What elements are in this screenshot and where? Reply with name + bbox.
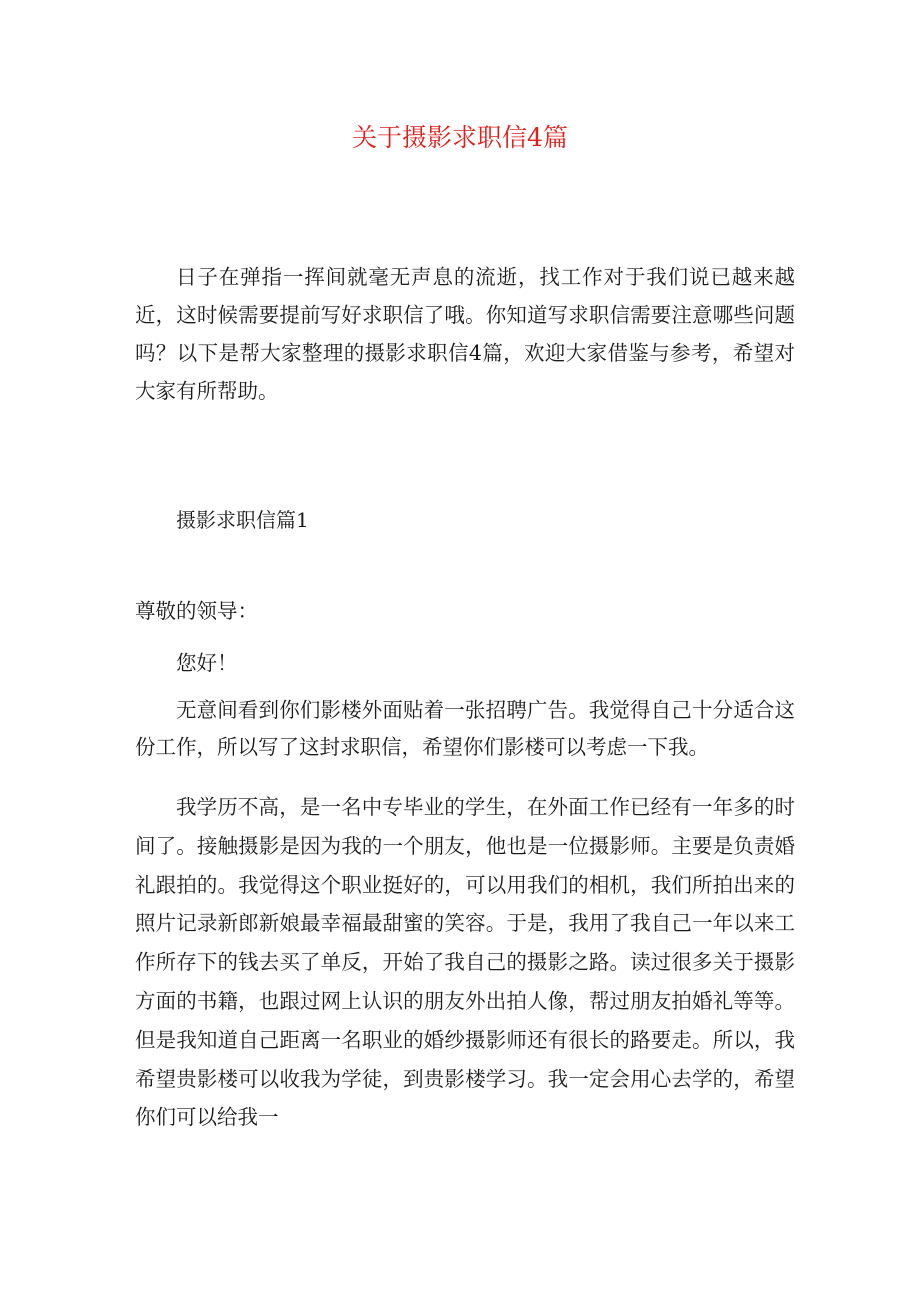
body-paragraph-1: 无意间看到你们影楼外面贴着一张招聘广告。我觉得自己十分适合这份工作，所以写了这封求职信，希望你们影楼可以考虑一下我。	[135, 698, 795, 759]
intro-paragraph: 日子在弹指一挥间就毫无声息的流逝，找工作对于我们说已越来越近，这时候需要提前写好求职信了哦。你知道写求职信需要注意哪些问题吗？以下是帮大家整理的摄影求职信4篇，欢迎大家借鉴与参考，希望对大家有所帮助。	[135, 265, 795, 403]
document-title: 关于摄影求职信4篇	[352, 123, 568, 152]
greeting: 您好！	[176, 651, 238, 675]
section-heading: 摄影求职信篇1	[176, 508, 309, 532]
body-paragraph-2: 我学历不高，是一名中专毕业的学生，在外面工作已经有一年多的时间了。接触摄影是因为我的一个朋友，他也是一位摄影师。主要是负责婚礼跟拍的。我觉得这个职业挺好的，可以用我们的相机，我们所拍出来的照片记录新郎新娘最幸福最甜蜜的笑容。于是，我用了我自己一年以来工作所存下的钱去买了单反，开始了我自己的摄影之路。读过很多关于摄影方面的书籍，也跟过网上认识的朋友外出拍人像，帮过朋友拍婚礼等等。但是我知道自己距离一名职业的婚纱摄影师还有很长的路要走。所以，我希望贵影楼可以收我为学徒，到贵影楼学习。我一定会用心去学的，希望你们可以给我一	[135, 795, 795, 1130]
salutation: 尊敬的领导：	[135, 599, 258, 623]
